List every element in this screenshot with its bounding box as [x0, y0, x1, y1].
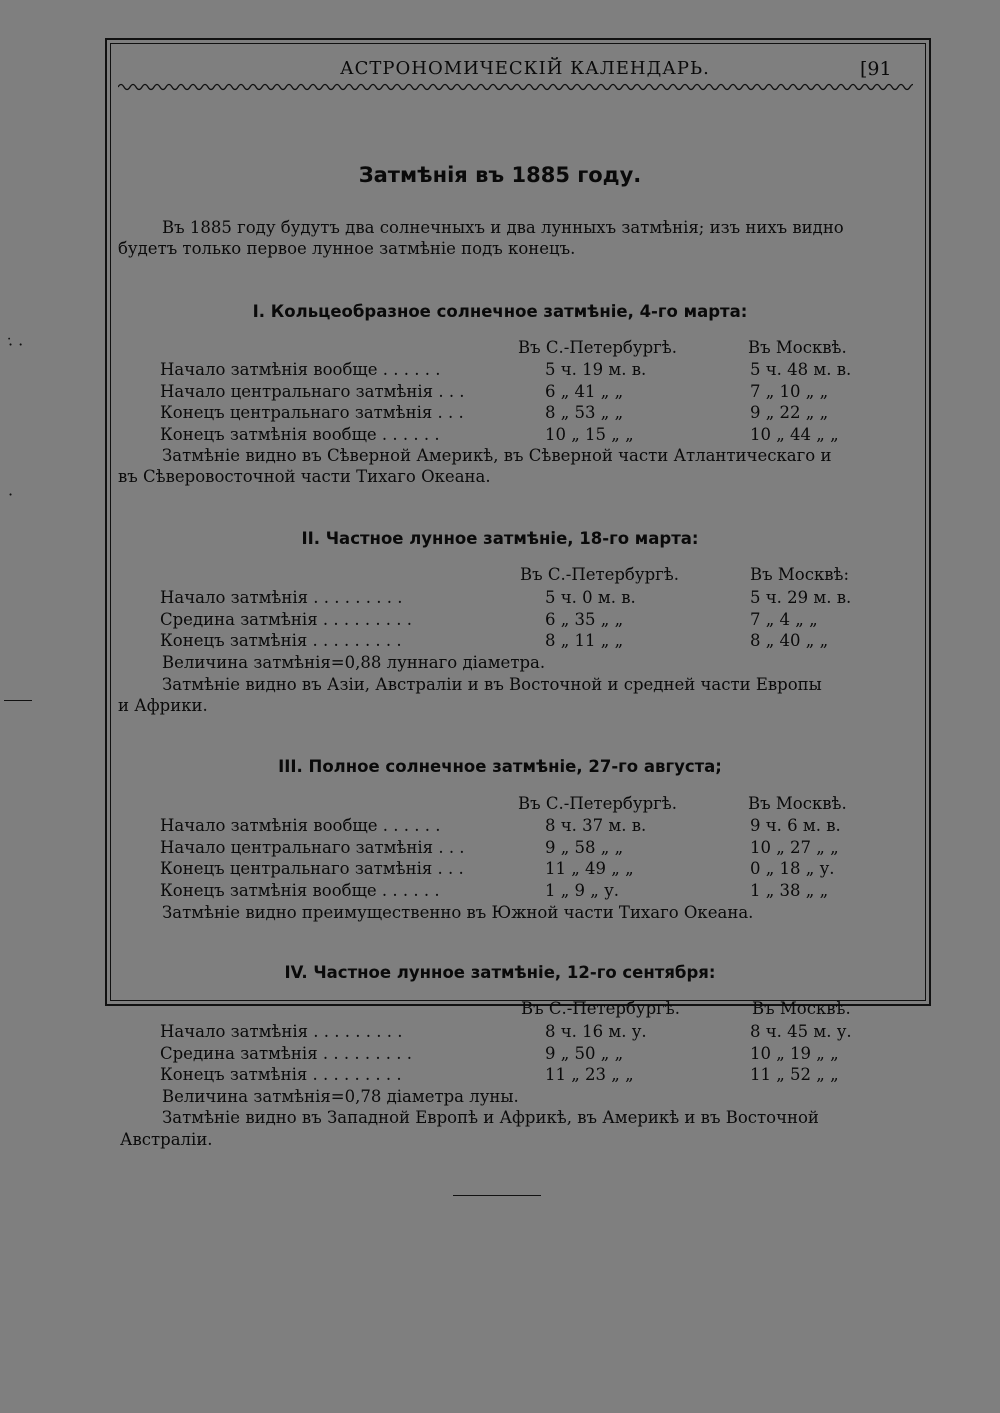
column-header-moscow: Въ Москвѣ.	[752, 999, 851, 1018]
column-header-spb: Въ С.-Петербургѣ.	[518, 794, 677, 813]
phase-label: Конецъ центральнаго затмѣнія . . .	[160, 403, 464, 422]
column-header-spb: Въ С.-Петербургѣ.	[518, 338, 677, 357]
spb-time: 10 „ 15 „ „	[545, 424, 634, 444]
table-row	[160, 359, 910, 381]
wavy-rule	[118, 80, 913, 94]
eclipse-times-table	[160, 815, 910, 901]
moscow-time: 7 „ 10 „ „	[750, 381, 829, 401]
moscow-time: 1 „ 38 „ „	[750, 880, 829, 900]
phase-label: Начало центральнаго затмѣнія . . .	[160, 381, 465, 401]
eclipse-times-table	[160, 359, 910, 445]
phase-label: Конецъ затмѣнія вообще . . . . . .	[160, 880, 440, 900]
table-row	[160, 402, 910, 424]
spb-time: 11 „ 49 „ „	[545, 859, 634, 878]
moscow-time: 5 ч. 29 м. в.	[750, 588, 852, 607]
spb-time: 6 „ 41 „ „	[545, 381, 624, 401]
column-header-spb: Въ С.-Петербургѣ.	[520, 565, 679, 584]
phase-label: Средина затмѣнія . . . . . . . . .	[160, 1043, 413, 1063]
column-header-moscow: Въ Москвѣ:	[750, 565, 850, 584]
scan-speck: ·	[8, 485, 14, 504]
table-row	[160, 424, 910, 446]
moscow-time: 5 ч. 48 м. в.	[750, 360, 852, 379]
spb-time: 5 ч. 0 м. в.	[545, 588, 636, 607]
spb-time: 8 „ 53 „ „	[545, 403, 624, 422]
magnitude-note: Величина затмѣнія=0,88 луннаго діаметра.	[162, 653, 546, 672]
table-row	[160, 837, 910, 859]
table-row	[160, 630, 910, 652]
intro-line-1: Въ 1885 году будутъ два солнечныхъ и два лунныхъ затмѣнія; изъ нихъ видно	[162, 218, 844, 237]
phase-label: Начало затмѣнія вообще . . . . . .	[160, 816, 441, 835]
phase-label: Начало затмѣнія вообще . . . . . .	[160, 360, 441, 379]
moscow-time: 9 ч. 6 м. в.	[750, 816, 841, 835]
column-header-moscow: Въ Москвѣ.	[748, 338, 847, 357]
phase-label: Конецъ затмѣнія . . . . . . . . .	[160, 1065, 402, 1084]
eclipse-times-table	[160, 587, 910, 652]
table-row	[160, 880, 910, 902]
section-heading: III. Полное солнечное затмѣніе, 27-го августа;	[278, 757, 722, 776]
moscow-time: 11 „ 52 „ „	[750, 1065, 839, 1084]
magnitude-note: Величина затмѣнія=0,78 діаметра луны.	[162, 1087, 519, 1106]
intro-line-2: будетъ только первое лунное затмѣніе подъ конецъ.	[118, 239, 576, 258]
spb-time: 8 ч. 16 м. у.	[545, 1022, 647, 1041]
section-heading: IV. Частное лунное затмѣніе, 12-го сентября:	[284, 963, 716, 982]
spb-time: 9 „ 58 „ „	[545, 837, 624, 857]
table-row	[160, 815, 910, 837]
table-row	[160, 1021, 910, 1043]
moscow-time: 10 „ 27 „ „	[750, 837, 839, 857]
moscow-time: 10 „ 44 „ „	[750, 424, 839, 444]
phase-label: Конецъ затмѣнія вообще . . . . . .	[160, 424, 440, 444]
eclipse-times-table	[160, 1021, 910, 1086]
table-row	[160, 1043, 910, 1065]
visibility-note: Затмѣніе видно въ Азіи, Австраліи и въ Восточной и средней части Европы	[162, 675, 822, 694]
visibility-note: въ Сѣверовосточной части Тихаго Океана.	[118, 467, 491, 486]
column-header-moscow: Въ Москвѣ.	[748, 794, 847, 813]
spb-time: 8 ч. 37 м. в.	[545, 816, 647, 835]
table-row	[160, 609, 910, 631]
moscow-time: 7 „ 4 „ „	[750, 609, 818, 629]
visibility-note: Затмѣніе видно преимущественно въ Южной части Тихаго Океана.	[162, 903, 754, 922]
page-title: Затмѣнія въ 1885 году.	[358, 163, 642, 187]
visibility-note: и Африки.	[118, 696, 208, 715]
moscow-time: 9 „ 22 „ „	[750, 403, 829, 422]
phase-label: Начало центральнаго затмѣнія . . .	[160, 837, 465, 857]
spb-time: 8 „ 11 „ „	[545, 631, 624, 650]
phase-label: Начало затмѣнія . . . . . . . . .	[160, 588, 403, 607]
phase-label: Начало затмѣнія . . . . . . . . .	[160, 1022, 403, 1041]
moscow-time: 8 „ 40 „ „	[750, 631, 829, 650]
table-row	[160, 1064, 910, 1086]
scan-speck	[4, 700, 32, 701]
spb-time: 6 „ 35 „ „	[545, 609, 624, 629]
scan-speck: ·̇ ·	[8, 335, 24, 354]
spb-time: 1 „ 9 „ у.	[545, 880, 620, 900]
moscow-time: 10 „ 19 „ „	[750, 1043, 839, 1063]
visibility-note: Затмѣніе видно въ Западной Европѣ и Африкѣ, въ Америкѣ и въ Восточной	[162, 1108, 819, 1127]
spb-time: 11 „ 23 „ „	[545, 1065, 634, 1084]
phase-label: Конецъ центральнаго затмѣнія . . .	[160, 859, 464, 878]
moscow-time: 8 ч. 45 м. у.	[750, 1022, 852, 1041]
visibility-note: Затмѣніе видно въ Сѣверной Америкѣ, въ Сѣверной части Атлантическаго и	[162, 446, 832, 465]
moscow-time: 0 „ 18 „ у.	[750, 859, 835, 878]
running-title: АСТРОНОМИЧЕСКІЙ КАЛЕНДАРЬ.	[340, 58, 710, 79]
closing-rule	[453, 1195, 541, 1196]
visibility-note: Австраліи.	[120, 1130, 213, 1149]
table-row	[160, 381, 910, 403]
phase-label: Средина затмѣнія . . . . . . . . .	[160, 609, 413, 629]
table-row	[160, 587, 910, 609]
spb-time: 5 ч. 19 м. в.	[545, 360, 647, 379]
spb-time: 9 „ 50 „ „	[545, 1043, 624, 1063]
section-heading: I. Кольцеобразное солнечное затмѣніе, 4-го марта:	[252, 302, 748, 321]
phase-label: Конецъ затмѣнія . . . . . . . . .	[160, 631, 402, 650]
column-header-spb: Въ С.-Петербургѣ.	[521, 999, 680, 1018]
page-number: [91	[860, 58, 892, 80]
table-row	[160, 858, 910, 880]
section-heading: II. Частное лунное затмѣніе, 18-го марта:	[301, 529, 699, 548]
